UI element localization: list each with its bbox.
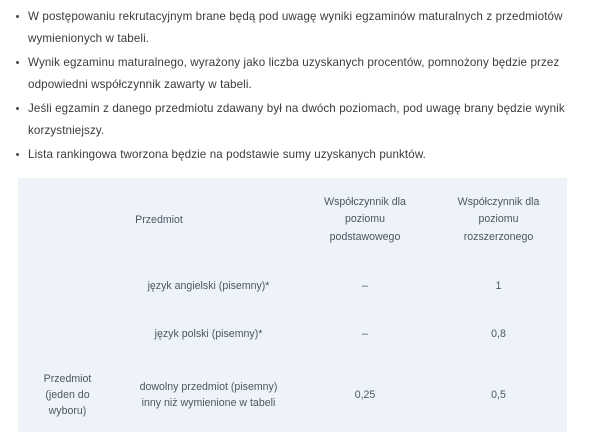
cell-basic-coefficient: – [300,310,430,358]
group-line-3: wyboru) [48,405,87,417]
cell-extended-coefficient: 1 [430,262,567,310]
list-item [16,144,576,166]
header-line-2: poziomu [478,213,519,226]
list-item [16,52,576,95]
list-item-text: Lista rankingowa tworzona będzie na podstawie sumy uzyskanych punktów. [28,148,427,161]
bullet-point-icon [16,153,19,156]
list-item-text: Jeśli egzamin z danego przedmiotu zdawany był na dwóch poziomach, pod uwagę brany będzie wynik korzystniejszy. [28,102,565,137]
group-line-1: Przedmiot [43,373,92,385]
cell-basic-coefficient: 0,25 [300,358,430,432]
list-item [16,6,576,49]
header-line-3: podstawowego [329,230,401,243]
header-line-2: poziomu [344,213,386,226]
cell-subject-group-optional [18,358,117,432]
header-line-3: rozszerzonego [463,230,534,243]
column-header-basic-level [300,178,430,262]
admission-rules-list [16,6,576,169]
cell-subject-detail: język polski (pisemny)* [117,310,300,358]
detail-line-1: dowolny przedmiot (pisemny) [139,381,278,393]
header-line-1: Współczynnik dla [457,195,540,208]
group-line-2: (jeden do [45,389,90,401]
table-header [18,178,567,262]
detail-line-2: inny niż wymienione w tabeli [141,397,276,409]
cell-basic-coefficient: – [300,262,430,310]
bullet-point-icon [16,15,19,18]
table-row [18,358,567,432]
list-item [16,98,576,141]
cell-extended-coefficient: 0,8 [430,310,567,358]
bullet-point-icon [16,61,19,64]
coefficients-table [18,178,567,432]
list-item-text: W postępowaniu rekrutacyjnym brane będą pod uwagę wyniki egzaminów maturalnych z przedmiotów wymienionych w tabeli. [28,10,563,45]
column-header-extended-level [430,178,567,262]
table-header-row [18,178,567,262]
cell-subject-detail [117,358,300,432]
cell-subject-group-languages [18,262,117,358]
header-line-1: Współczynnik dla [324,195,406,208]
table-body [18,262,567,432]
cell-subject-detail: język angielski (pisemny)* [117,262,300,310]
list-item-text: Wynik egzaminu maturalnego, wyrażony jako liczba uzyskanych procentów, pomnożony będzie przez odpowiedni współczynnik zawarty w tabeli. [28,56,560,91]
column-header-subject: Przedmiot [18,178,300,262]
table-row [18,262,567,310]
cell-extended-coefficient: 0,5 [430,358,567,432]
bullet-point-icon [16,107,19,110]
